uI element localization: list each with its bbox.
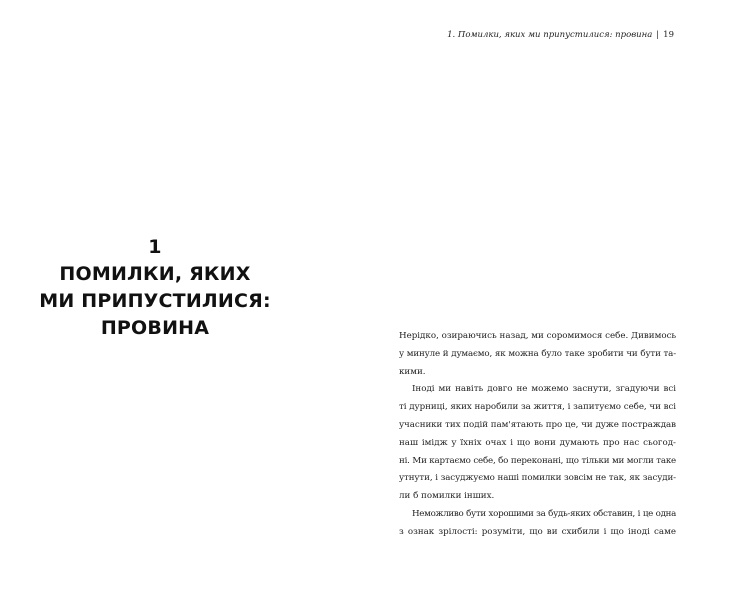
text-line: з ознак зрілості: розуміти, що ви схибили і що іноді саме xyxy=(399,526,676,537)
text-line: ли б помилки інших. xyxy=(399,491,495,502)
running-title: 1. Помилки, яких ми припустилися: провина xyxy=(447,30,653,40)
text-line: наш імідж у їхніх очах і що вони думають про нас сьогод- xyxy=(399,437,676,448)
page-number: 19 xyxy=(663,30,674,40)
text-line: ті дурниці, яких наробили за життя, і запитуємо себе, чи всі xyxy=(399,402,676,413)
running-header xyxy=(447,30,674,40)
body-text xyxy=(399,328,676,542)
paragraph xyxy=(399,381,676,506)
text-line: утнути, і засуджуємо наші помилки зовсім не так, як засуди- xyxy=(399,473,676,484)
paragraph xyxy=(399,506,676,542)
text-line: кими. xyxy=(399,366,426,377)
chapter-title-line: ПОМИЛКИ, ЯКИХ xyxy=(59,263,251,285)
chapter-heading xyxy=(0,234,310,342)
text-line: учасники тих подій пам'ятають про це, чи дуже постраждав xyxy=(399,419,676,430)
text-line: Неможливо бути хорошими за будь-яких обставин, і це одна xyxy=(412,508,676,519)
text-line: у минуле й думаємо, як можна було таке зробити чи бути та- xyxy=(399,348,676,359)
chapter-title-line: ПРОВИНА xyxy=(100,317,210,339)
chapter-number: 1 xyxy=(148,236,162,258)
header-separator: | xyxy=(656,30,660,40)
chapter-title-line: МИ ПРИПУСТИЛИСЯ: xyxy=(39,290,271,312)
text-line: ні. Ми картаємо себе, бо переконані, що тільки ми могли таке xyxy=(399,455,676,466)
paragraph xyxy=(399,328,676,381)
text-line: Нерідко, озираючись назад, ми соромимося себе. Дивимось xyxy=(399,331,677,341)
text-line: Іноді ми навіть довго не можемо заснути, згадуючи всі xyxy=(412,384,676,395)
